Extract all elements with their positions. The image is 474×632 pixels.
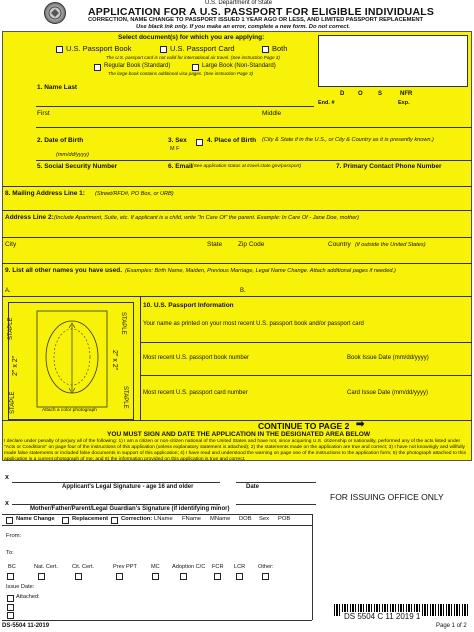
field-9-hint: (Examples: Birth Name, Maiden, Previous Marriage, Legal Name Change. Attach additional pages if needed.) [125, 268, 396, 274]
guardian-signature-label: Mother/Father/Parent/Legal Guardian's Signature (if identifying minor) [30, 506, 230, 512]
field-6-label: 6. Email [168, 163, 193, 170]
applicant-signature-label: Applicant's Legal Signature - age 16 and older [62, 484, 194, 490]
sex-checkbox-m[interactable] [196, 139, 203, 146]
bc-checkbox[interactable] [7, 573, 14, 580]
seal-icon [44, 2, 66, 24]
staple-label-br: STAPLE [122, 386, 128, 409]
middle-name-label: Middle [262, 110, 282, 117]
correction-lname: LName [154, 516, 173, 522]
fcr-checkbox[interactable] [214, 573, 221, 580]
attached-3-checkbox[interactable] [7, 612, 14, 619]
address-line-2[interactable] [2, 237, 472, 238]
passport-section-bottom [2, 420, 472, 421]
correction-dob: DOB [239, 516, 252, 522]
office-nfr: NFR [400, 91, 413, 97]
name-last-line[interactable] [36, 106, 314, 107]
evidence-other: Other: [258, 564, 274, 570]
department-name: U.S. Department of State [205, 0, 273, 6]
field-5-label: 5. Social Security Number [37, 163, 118, 170]
field-6-hint: (See application status at travel.state.gov/passport) [192, 164, 302, 169]
field-4-label: 4. Place of Birth [207, 137, 257, 144]
both-checkbox[interactable] [262, 46, 269, 53]
correction-label: Correction: [121, 516, 153, 522]
replacement-checkbox[interactable] [62, 517, 69, 524]
correction-mname: MName [210, 516, 231, 522]
continue-arrow-icon: ➡ [356, 419, 365, 430]
ink-instruction: Use black ink only. If you make an error, complete a new form. Do not correct. [136, 24, 351, 30]
address-2-hint: (Include Apartment, Suite, etc. If applicant is a child, write "In Care Of" the parent. Example: In Care Of - Jane Doe, mother) [54, 215, 360, 221]
guardian-sign-x: x [5, 500, 9, 507]
evidence-nat: Nat. Cert. [34, 564, 58, 570]
prev-ppt-checkbox[interactable] [116, 573, 123, 580]
city-line[interactable] [2, 263, 472, 264]
from-label: From: [6, 533, 22, 539]
field-3-label: 3. Sex [168, 137, 187, 144]
photo-size-right: 2" x 2" [111, 350, 118, 371]
replacement-label: Replacement [72, 516, 109, 522]
name-change-checkbox[interactable] [6, 517, 13, 524]
staple-label-tr: STAPLE [120, 312, 126, 335]
passport-book-date-label: Book Issue Date (mm/dd/yyyy) [347, 355, 429, 361]
address-2-label: Address Line 2: [5, 214, 54, 221]
evidence-prev-ppt: Prev PPT [113, 564, 137, 570]
acceptance-top-line [2, 514, 312, 515]
card-label: U.S. Passport Card [170, 44, 235, 53]
book-checkbox[interactable] [56, 46, 63, 53]
barcode-text: DS 5504 C 11 2019 1 [344, 612, 421, 621]
zip-label: Zip Code [238, 241, 265, 248]
field-8-hint: (Street/RFD#, PO Box, or URB) [95, 191, 174, 197]
name-change-label: Name Change [16, 516, 55, 522]
first-name-label: First [37, 110, 50, 117]
attached-2-checkbox[interactable] [7, 604, 14, 611]
acceptance-row-line [2, 525, 312, 526]
passport-book-line[interactable] [140, 375, 472, 376]
evidence-adoption: Adoption C/C [172, 564, 206, 570]
evidence-mc: MC [151, 564, 160, 570]
name-first-line[interactable] [36, 127, 472, 128]
form-title: APPLICATION FOR A U.S. PASSPORT FOR ELIGIBLE INDIVIDUALS [88, 6, 435, 18]
form-subtitle: CORRECTION, NAME CHANGE TO PASSPORT ISSUED 1 YEAR AGO OR LESS, AND LIMITED PASSPORT REPLACEMENT [88, 17, 424, 23]
photo-attach-label: Attach a color photograph [42, 408, 97, 413]
card-note: The U.S. passport card is not valid for international air travel. (See instruction Page 3) [106, 55, 280, 60]
staple-label-tl: STAPLE [8, 317, 14, 340]
office-s: S [378, 91, 383, 97]
guardian-signature-line[interactable] [12, 504, 220, 505]
cit-checkbox[interactable] [75, 573, 82, 580]
regular-book-checkbox[interactable] [94, 64, 101, 71]
passport-card-number-label: Most recent U.S. passport card number [143, 390, 248, 396]
evidence-lcr: LCR [234, 564, 246, 570]
office-o: O [358, 91, 363, 97]
guardian-date-line[interactable] [236, 504, 316, 505]
applicant-signature-line[interactable] [12, 482, 220, 483]
country-label: Country [328, 241, 351, 248]
large-book-label: Large Book (Non-Standard) [202, 63, 276, 69]
declaration-line-1: I declare under penalty of perjury all of the following: 1) I am a citizen or non-citizen national of the United States and have not, since acquiring U.S. citizenship or nationality, performed any of the acts listed under [4, 439, 461, 444]
sign-heading: YOU MUST SIGN AND DATE THE APPLICATION IN THE DESIGNATED AREA BELOW [107, 431, 371, 438]
field-10-label: 10. U.S. Passport Information [143, 302, 234, 309]
field-1-label: 1. Name Last [37, 84, 78, 91]
acceptance-bottom-line [2, 620, 312, 621]
regular-book-label: Regular Book (Standard) [104, 63, 171, 69]
other-name-a-label: A. [5, 288, 11, 294]
evidence-bc: BC [8, 564, 16, 570]
attached-label: Attached: [16, 594, 40, 600]
select-heading: Select document(s) for which you are applying: [118, 34, 265, 41]
field-8-label: 8. Mailing Address Line 1: [5, 190, 85, 197]
passport-name-line[interactable] [140, 342, 472, 343]
field-9-label: 9. List all other names you have used. [5, 267, 123, 274]
correction-checkbox[interactable] [111, 517, 118, 524]
declaration-line-4: application is a current photograph of me; and 6) the information provided on this application is true and correct. [4, 457, 246, 462]
mc-checkbox[interactable] [152, 573, 159, 580]
passport-card-date-label: Card Issue Date (mm/dd/yyyy) [347, 390, 429, 396]
nat-checkbox[interactable] [38, 573, 45, 580]
to-label: To: [6, 550, 14, 556]
field-7-label: 7. Primary Contact Phone Number [336, 163, 442, 170]
city-label: City [5, 241, 17, 248]
acceptance-right-border [312, 514, 313, 620]
evidence-fcr: FCR [212, 564, 224, 570]
page-number: Page 1 of 2 [436, 623, 467, 629]
other-checkbox[interactable] [262, 573, 269, 580]
other-names-line[interactable] [2, 296, 472, 297]
staple-label-bl: STAPLE [10, 391, 16, 414]
attached-checkbox[interactable] [7, 595, 14, 602]
applicant-date-label: Date [246, 484, 260, 490]
ssn-line[interactable] [2, 186, 472, 187]
passport-name-question: Your name as printed on your most recent U.S. passport book and/or passport card [143, 321, 364, 327]
other-name-b-label: B. [240, 288, 246, 294]
large-book-checkbox[interactable] [192, 64, 199, 71]
country-hint: (if outside the United States) [355, 242, 426, 248]
office-end: End. # [318, 100, 335, 106]
office-d: D [340, 91, 345, 97]
applicant-sign-x: x [5, 474, 9, 481]
form-number: DS-5504 11-2019 [2, 623, 50, 629]
sex-options: M F [170, 146, 180, 152]
correction-sex: Sex [259, 516, 269, 522]
evidence-cit: Cit. Cert. [72, 564, 95, 570]
issuing-office-only: FOR ISSUING OFFICE ONLY [330, 492, 444, 502]
field-2-label: 2. Date of Birth [37, 137, 84, 144]
issue-date-label: Issue Date: [6, 584, 35, 590]
large-book-note: The large book contains additional visa pages. (See instruction Page 3) [108, 71, 254, 76]
declaration-line-2: "Acts or Conditions" on page four of the instructions of this application (unless explanatory statement is attached); 2) the statements made on the application are true and correct; 3) I have not knowingly and willfully [4, 445, 465, 450]
office-use-box [318, 35, 468, 87]
dob-line[interactable] [36, 160, 472, 161]
photo-divider [140, 296, 141, 420]
field-4-hint: (City & State if in the U.S., or City & Country as it is presently known.) [262, 137, 434, 143]
card-checkbox[interactable] [160, 46, 167, 53]
applicant-date-line[interactable] [236, 482, 316, 483]
correction-pob: POB [278, 516, 291, 522]
field-2-hint: (mm/dd/yyyy) [56, 152, 89, 158]
lcr-checkbox[interactable] [236, 573, 243, 580]
passport-book-number-label: Most recent U.S. passport book number [143, 355, 250, 361]
correction-fname: FName [182, 516, 202, 522]
both-label: Both [272, 44, 288, 53]
continue-label: CONTINUE TO PAGE 2 [258, 421, 350, 431]
adoption-checkbox[interactable] [180, 573, 187, 580]
book-label: U.S. Passport Book [66, 44, 132, 53]
state-label: State [207, 241, 223, 248]
photo-size-left: 2" x 2" [12, 355, 19, 376]
office-exp: Exp. [398, 100, 410, 106]
address-line-1[interactable] [2, 210, 472, 211]
declaration-line-3: made false statements or included false documents in support of this application; 4) I have read and understood the warning on page one of the instructions to the application form; 5) the photograph attached to this [4, 451, 466, 456]
